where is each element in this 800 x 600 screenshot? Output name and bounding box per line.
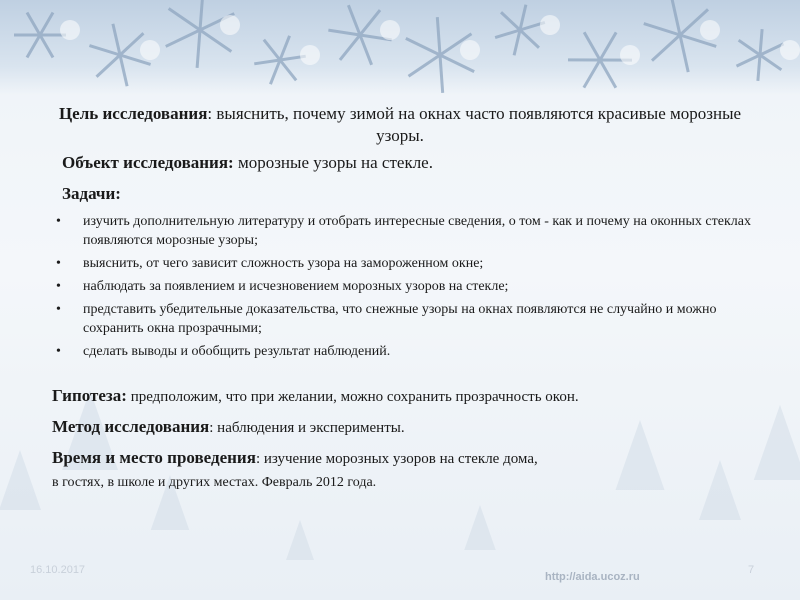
hypothesis xyxy=(52,386,579,406)
tasks-list xyxy=(56,212,756,365)
task-item: • представить убедительные доказательства, что снежные узоры на окнах появляются не случайно и можно сохранить окна прозрачными; xyxy=(56,300,756,338)
research-method-text: : наблюдения и эксперименты. xyxy=(209,420,405,436)
tasks-title: Задачи: xyxy=(62,184,121,203)
research-goal-text: : выяснить, почему зимой на окнах часто появляются красивые морозные узоры. xyxy=(207,104,742,145)
time-and-place-continuation: в гостях, в школе и других местах. Февраль 2012 года. xyxy=(52,475,377,490)
research-object-label: Объект исследования: xyxy=(62,153,234,172)
task-item: • наблюдать за появлением и исчезновением морозных узоров на стекле; xyxy=(56,277,756,296)
footer-url: http://aida.ucoz.ru xyxy=(545,571,640,583)
research-method xyxy=(52,417,405,437)
footer-date: 16.10.2017 xyxy=(30,564,86,576)
time-and-place-label: Время и место проведения xyxy=(52,448,256,467)
research-object-text: морозные узоры на стекле. xyxy=(233,153,433,172)
research-method-label: Метод исследования xyxy=(52,417,210,436)
time-and-place xyxy=(52,448,538,468)
task-item: • выяснить, от чего зависит сложность узора на замороженном окне; xyxy=(56,254,756,273)
research-object xyxy=(62,153,433,173)
research-goal-label: Цель исследования xyxy=(58,104,208,123)
hypothesis-label: Гипотеза: xyxy=(52,386,127,405)
slide-number: 7 xyxy=(748,564,755,576)
time-and-place-text: : изучение морозных узоров на стекле дома, xyxy=(255,451,538,467)
hypothesis-text: предположим, что при желании, можно сохранить прозрачность окон. xyxy=(126,389,579,405)
task-item: • сделать выводы и обобщить результат наблюдений. xyxy=(56,342,756,361)
task-item: • изучить дополнительную литературу и отобрать интересные сведения, о том - как и почему на оконных стеклах появляются морозные узоры; xyxy=(56,212,756,250)
research-goal xyxy=(40,103,760,147)
